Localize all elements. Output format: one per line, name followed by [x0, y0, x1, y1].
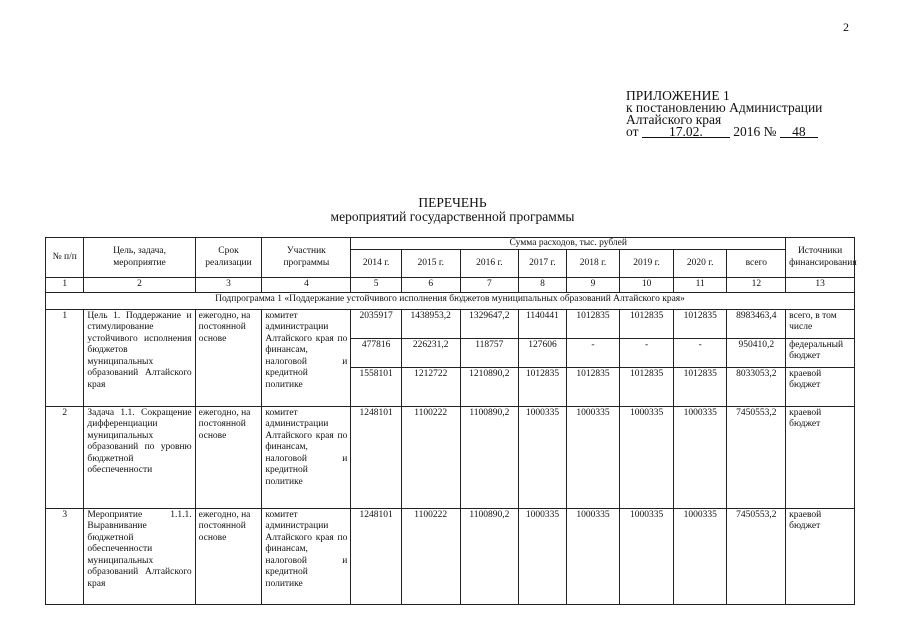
source-cell: краевой бюджет [786, 406, 855, 508]
source-cell: федеральный бюджет [786, 338, 855, 367]
value-cell: 7450553,2 [727, 508, 786, 604]
value-cell: 1012835 [620, 309, 674, 338]
value-cell: 1012835 [566, 367, 620, 406]
appendix-block [626, 90, 822, 138]
row-goal: Задача 1.1. Сокращение дифференциации муниципальных образований по уровню бюджетной обеспеченности [84, 406, 195, 508]
table-row [46, 508, 855, 604]
col-number: 2 [84, 278, 195, 293]
value-cell: 127606 [519, 338, 567, 367]
header-year: 2018 г. [566, 250, 620, 278]
value-cell: 1212722 [401, 367, 460, 406]
col-number: 12 [727, 278, 786, 293]
value-cell: 1000335 [566, 406, 620, 508]
header-source: Источники финансирования [786, 238, 855, 278]
header-year: 2019 г. [620, 250, 674, 278]
header-term: Срок реализации [195, 238, 262, 278]
value-cell: 1000335 [519, 508, 567, 604]
value-cell: 1000335 [673, 508, 727, 604]
value-cell: 1012835 [673, 367, 727, 406]
value-cell: 1100222 [401, 406, 460, 508]
value-cell: 226231,2 [401, 338, 460, 367]
table-row [46, 406, 855, 508]
value-cell: 1012835 [620, 367, 674, 406]
value-cell: 1100222 [401, 508, 460, 604]
row-goal: Мероприятие 1.1.1. Выравнивание бюджетной обеспеченности муниципальных образований Алтайского края [84, 508, 195, 604]
row-term: ежегодно, на постоянной основе [195, 508, 262, 604]
value-cell: 1140441 [519, 309, 567, 338]
measures-table [45, 237, 855, 605]
row-participant: комитет администрации Алтайского края по финансам, налоговой и кредитной политике [262, 309, 351, 406]
value-cell: 1000335 [620, 508, 674, 604]
from-label: от [626, 124, 639, 139]
header-year: 2015 г. [401, 250, 460, 278]
row-number: 3 [46, 508, 84, 604]
document-heading [0, 196, 905, 224]
value-cell: 8033053,2 [727, 367, 786, 406]
value-cell: 950410,2 [727, 338, 786, 367]
value-cell: 1000335 [673, 406, 727, 508]
value-cell: - [620, 338, 674, 367]
value-cell: 1248101 [351, 406, 402, 508]
value-cell: 1329647,2 [460, 309, 519, 338]
col-number: 7 [460, 278, 519, 293]
value-cell: 477816 [351, 338, 402, 367]
row-participant: комитет администрации Алтайского края по финансам, налоговой и кредитной политике [262, 406, 351, 508]
col-number: 4 [262, 278, 351, 293]
value-cell: 1210890,2 [460, 367, 519, 406]
value-cell: 118757 [460, 338, 519, 367]
appendix-line3: Алтайского края [626, 112, 722, 127]
value-cell: 1012835 [566, 309, 620, 338]
value-cell: 1000335 [519, 406, 567, 508]
table-row [46, 309, 855, 338]
value-cell: 1248101 [351, 508, 402, 604]
header-year: 2016 г. [460, 250, 519, 278]
value-cell: 1558101 [351, 367, 402, 406]
row-term: ежегодно, на постоянной основе [195, 406, 262, 508]
table-header-row [46, 238, 855, 250]
value-cell: - [673, 338, 727, 367]
header-year: 2020 г. [673, 250, 727, 278]
header-year: 2014 г. [351, 250, 402, 278]
col-number: 3 [195, 278, 262, 293]
row-number: 2 [46, 406, 84, 508]
col-number: 10 [620, 278, 674, 293]
appendix-date-line [626, 126, 822, 138]
header-participant: Участник программы [262, 238, 351, 278]
value-cell: 1438953,2 [401, 309, 460, 338]
col-number: 1 [46, 278, 84, 293]
source-cell: всего, в том числе [786, 309, 855, 338]
row-number: 1 [46, 309, 84, 406]
header-year: 2017 г. [519, 250, 567, 278]
value-cell: 1012835 [519, 367, 567, 406]
value-cell: 8983463,4 [727, 309, 786, 338]
col-number: 11 [673, 278, 727, 293]
col-number: 9 [566, 278, 620, 293]
heading-title: ПЕРЕЧЕНЬ [418, 195, 487, 210]
col-number: 6 [401, 278, 460, 293]
source-cell: краевой бюджет [786, 367, 855, 406]
col-number: 13 [786, 278, 855, 293]
row-participant: комитет администрации Алтайского края по финансам, налоговой и кредитной политике [262, 508, 351, 604]
subprogram-row [46, 292, 855, 309]
value-cell: 2035917 [351, 309, 402, 338]
value-cell: 1000335 [566, 508, 620, 604]
page-number: 2 [843, 20, 849, 34]
value-cell: 1012835 [673, 309, 727, 338]
appendix-title: ПРИЛОЖЕНИЕ 1 [626, 88, 730, 103]
header-total: всего [727, 250, 786, 278]
col-number: 8 [519, 278, 567, 293]
header-num: № п/п [46, 238, 84, 278]
value-cell: 7450553,2 [727, 406, 786, 508]
subprogram-title: Подпрограмма 1 «Поддержание устойчивого исполнения бюджетов муниципальных образований Алтайского края» [46, 292, 855, 309]
date-value: 17.02. [642, 126, 730, 138]
heading-subtitle: мероприятий государственной программы [330, 209, 575, 224]
source-cell: краевой бюджет [786, 508, 855, 604]
value-cell: 1100890,2 [460, 406, 519, 508]
row-term: ежегодно, на постоянной основе [195, 309, 262, 406]
col-number: 5 [351, 278, 402, 293]
value-cell: 1100890,2 [460, 508, 519, 604]
year-label: 2016 № [733, 124, 777, 139]
column-number-row [46, 278, 855, 293]
appendix-line2: к постановлению Администрации [626, 100, 823, 115]
row-goal: Цель 1. Поддержание и стимулирование устойчивого исполнения бюджетов муниципальных образований Алтайского края [84, 309, 195, 406]
value-cell: 1000335 [620, 406, 674, 508]
doc-number: 48 [780, 126, 818, 138]
header-goal: Цель, задача, мероприятие [84, 238, 195, 278]
value-cell: - [566, 338, 620, 367]
header-sum: Сумма расходов, тыс. рублей [351, 238, 786, 250]
